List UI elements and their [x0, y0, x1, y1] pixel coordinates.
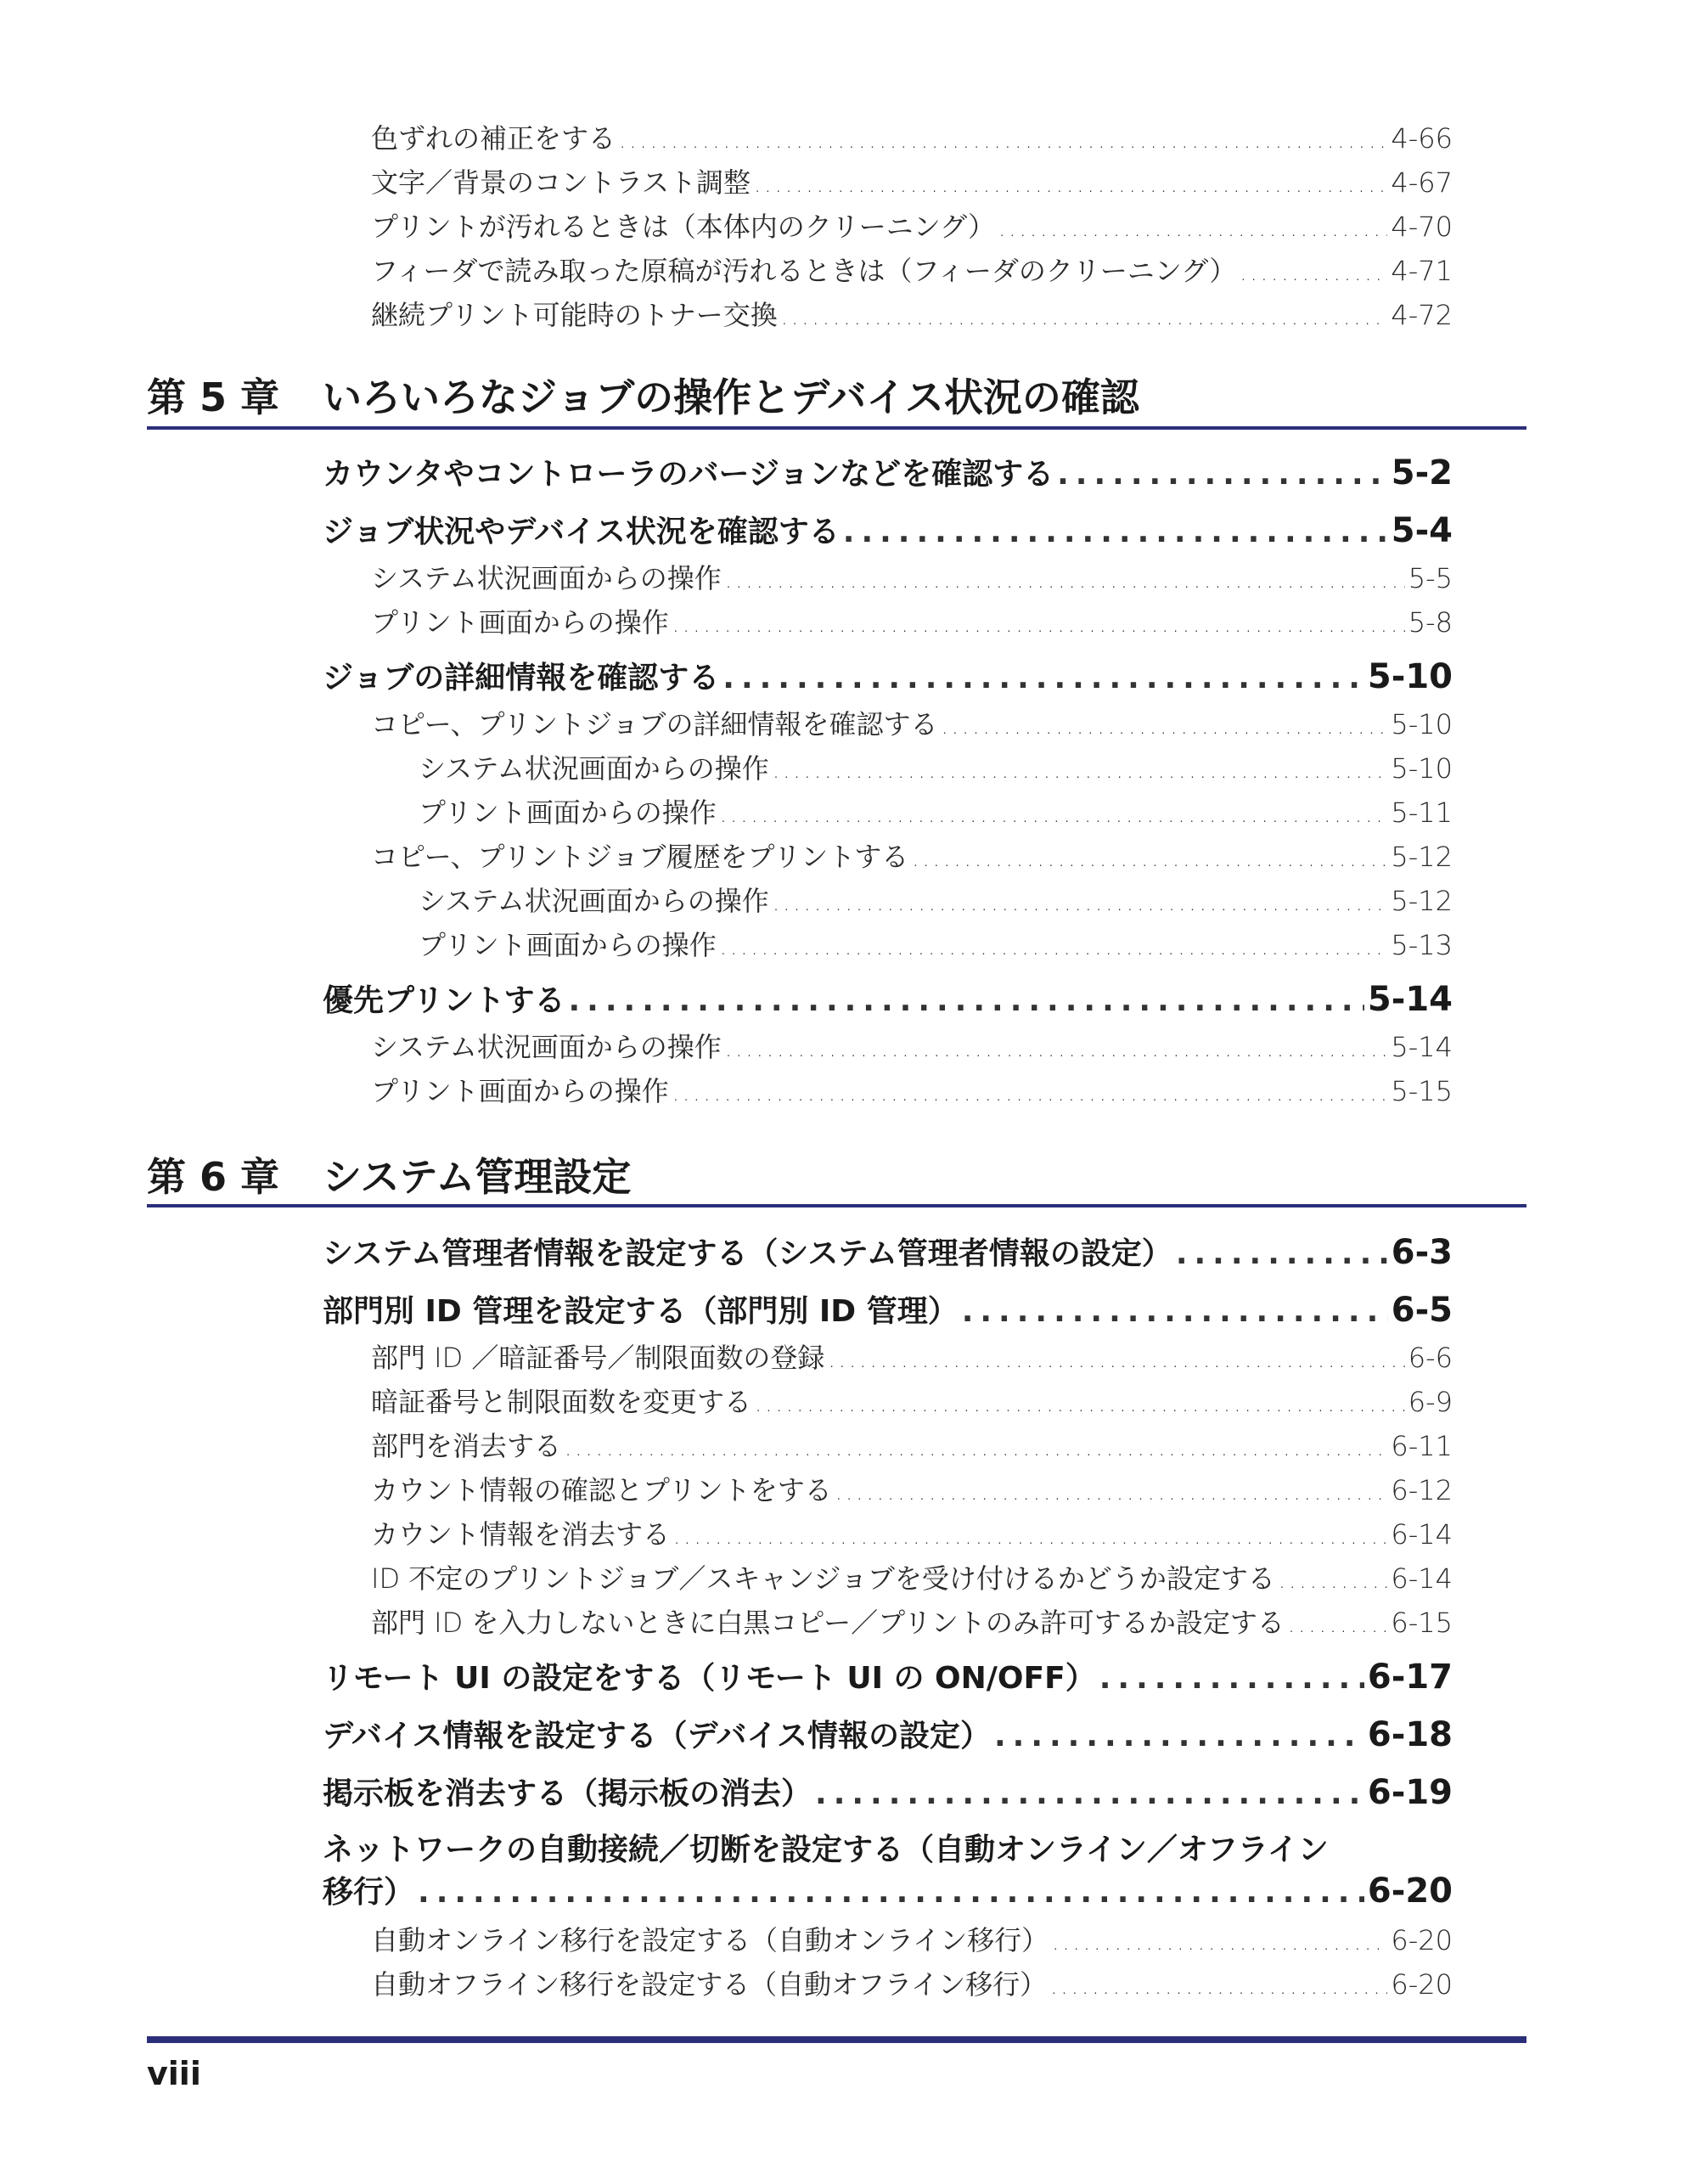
- toc-entry-page: 6-11: [1391, 1430, 1453, 1462]
- toc-entry[interactable]: [323, 654, 1453, 697]
- toc-entry[interactable]: [371, 836, 1453, 875]
- toc-entry-page: 5-15: [1391, 1075, 1453, 1107]
- leader-dots: [754, 172, 1387, 198]
- toc-entry-title: カウンタやコントローラのバージョンなどを確認する: [323, 457, 1054, 492]
- toc-entry-title: 暗証番号と制限面数を変更する: [371, 1386, 752, 1418]
- toc-entry-page: 6-14: [1391, 1518, 1453, 1551]
- toc-entry[interactable]: [371, 205, 1453, 245]
- leader-dots: [1279, 1568, 1387, 1594]
- toc-entry-title: システム管理者情報を設定する（システム管理者情報の設定）: [323, 1236, 1172, 1271]
- toc-entry[interactable]: [371, 1919, 1453, 1958]
- toc-entry[interactable]: [371, 601, 1453, 640]
- toc-entry[interactable]: [323, 1654, 1453, 1697]
- toc-entry-page: 4-72: [1391, 299, 1453, 331]
- chapter-rule: [147, 1204, 1527, 1207]
- leader-dots: [998, 217, 1387, 242]
- toc-entry-title: デバイス情報を設定する（デバイス情報の設定）: [323, 1719, 991, 1753]
- toc-entry[interactable]: [323, 450, 1453, 493]
- leader-dots: [619, 128, 1387, 154]
- leader-dots: [1240, 261, 1387, 286]
- toc-entry-page: 4-71: [1391, 255, 1453, 287]
- toc-entry-page: 6-9: [1408, 1386, 1453, 1418]
- leader-dots: [673, 1524, 1387, 1550]
- leader-dots: [1050, 1974, 1387, 2000]
- toc-entry-page: 4-70: [1391, 211, 1453, 243]
- toc-entry-page: 6-18: [1367, 1715, 1453, 1754]
- leader-dots: [568, 983, 1363, 1018]
- toc-entry[interactable]: [419, 747, 1453, 786]
- leader-dots: [1176, 1236, 1388, 1271]
- toc-entry-title: 移行）: [323, 1875, 415, 1910]
- toc-entry-page: 5-4: [1391, 511, 1453, 550]
- toc-entry-title: 優先プリントする: [323, 983, 565, 1018]
- toc-entry-title: プリント画面からの操作: [419, 796, 717, 829]
- leader-dots: [942, 714, 1388, 740]
- toc-entry-page: 5-12: [1391, 885, 1453, 917]
- toc-entry-title: コピー、プリントジョブ履歴をプリントする: [371, 841, 909, 873]
- toc-entry-title: リモート UI の設定をする（リモート UI の ON/OFF）: [323, 1661, 1096, 1696]
- leader-dots: [773, 758, 1388, 784]
- chapter-number: 第 5 章: [147, 374, 280, 420]
- toc-entry[interactable]: [371, 1601, 1453, 1641]
- toc-entry[interactable]: [371, 1963, 1453, 2002]
- toc-entry-wrapped-first-line[interactable]: ネットワークの自動接続／切断を設定する（自動オンライン／オフライン: [323, 1832, 1329, 1867]
- toc-entry-title: 部門を消去する: [371, 1430, 562, 1462]
- leader-dots: [722, 661, 1364, 695]
- toc-entry-title: コピー、プリントジョブの詳細情報を確認する: [371, 708, 938, 740]
- leader-dots: [962, 1294, 1388, 1329]
- chapter-heading[interactable]: [147, 1146, 631, 1202]
- leader-dots: [565, 1436, 1387, 1461]
- leader-dots: [720, 802, 1388, 828]
- toc-entry-title: 継続プリント可能時のトナー交換: [371, 299, 778, 331]
- toc-entry-page: 5-11: [1391, 796, 1453, 829]
- toc-entry-title: カウント情報の確認とプリントをする: [371, 1474, 832, 1506]
- toc-entry-page: 6-6: [1408, 1342, 1453, 1374]
- leader-dots: [672, 1081, 1388, 1106]
- leader-dots: [720, 935, 1388, 960]
- leader-dots: [418, 1875, 1364, 1910]
- toc-entry-title: システム状況画面からの操作: [419, 752, 769, 785]
- leader-dots: [912, 847, 1387, 872]
- toc-entry[interactable]: [371, 1337, 1453, 1376]
- toc-entry-title: ジョブ状況やデバイス状況を確認する: [323, 515, 840, 549]
- toc-entry[interactable]: [323, 1770, 1453, 1813]
- toc-entry-title: 文字／背景のコントラスト調整: [371, 166, 751, 199]
- toc-entry-page: 5-2: [1391, 453, 1453, 493]
- toc-entry[interactable]: [323, 977, 1453, 1020]
- leader-dots: [835, 1480, 1388, 1506]
- chapter-title: システム管理設定: [323, 1154, 632, 1200]
- toc-entry-title: システム状況画面からの操作: [419, 885, 769, 917]
- toc-entry-page: 5-10: [1391, 708, 1453, 740]
- toc-entry-page: 6-20: [1391, 1968, 1453, 2001]
- toc-entry-title: プリント画面からの操作: [419, 929, 717, 961]
- leader-dots: [828, 1348, 1404, 1373]
- toc-entry-title: 部門別 ID 管理を設定する（部門別 ID 管理）: [323, 1294, 959, 1329]
- leader-dots: [994, 1719, 1364, 1753]
- leader-dots: [1288, 1613, 1388, 1638]
- leader-dots: [773, 891, 1388, 916]
- toc-entry[interactable]: [323, 1712, 1453, 1755]
- toc-entry-page: 4-67: [1391, 166, 1453, 199]
- toc-entry[interactable]: [323, 1287, 1453, 1331]
- toc-entry-title: 色ずれの補正をする: [371, 122, 616, 155]
- leader-dots: [843, 515, 1388, 549]
- page-number: viii: [147, 2055, 201, 2092]
- leader-dots: [1057, 457, 1388, 492]
- toc-entry-page: 5-10: [1367, 657, 1453, 696]
- toc-entry[interactable]: [371, 557, 1453, 596]
- toc-entry[interactable]: [419, 791, 1453, 830]
- leader-dots: [755, 1392, 1405, 1417]
- toc-entry-page: 6-12: [1391, 1474, 1453, 1506]
- leader-dots: [672, 612, 1405, 638]
- toc-entry-title: 部門 ID ／暗証番号／制限面数の登録: [371, 1342, 825, 1374]
- toc-entry[interactable]: [371, 161, 1453, 200]
- toc-entry-title: 自動オンライン移行を設定する（自動オンライン移行）: [371, 1924, 1049, 1956]
- toc-entry[interactable]: [371, 703, 1453, 742]
- toc-entry[interactable]: [371, 1026, 1453, 1065]
- toc-entry[interactable]: [419, 924, 1453, 963]
- toc-entry-page: 5-12: [1391, 841, 1453, 873]
- toc-entry-title: プリント画面からの操作: [371, 606, 669, 639]
- toc-entry-page: 6-17: [1367, 1658, 1453, 1697]
- leader-dots: [1099, 1661, 1364, 1696]
- toc-entry-title: 自動オフライン移行を設定する（自動オフライン移行）: [371, 1968, 1048, 2001]
- leader-dots: [725, 568, 1405, 594]
- toc-entry[interactable]: [419, 880, 1453, 919]
- toc-entry[interactable]: [371, 1469, 1453, 1508]
- toc-entry-title: カウント情報を消去する: [371, 1518, 671, 1551]
- toc-entry[interactable]: [371, 1070, 1453, 1109]
- toc-entry-title: プリントが汚れるときは（本体内のクリーニング）: [371, 211, 996, 243]
- toc-entry-page: 6-20: [1367, 1872, 1453, 1911]
- toc-entry[interactable]: [323, 1868, 1453, 1911]
- toc-entry-page: 6-19: [1367, 1773, 1453, 1812]
- toc-entry[interactable]: [371, 250, 1453, 289]
- toc-entry-page: 5-14: [1391, 1031, 1453, 1063]
- leader-dots: [781, 305, 1388, 330]
- toc-entry-title: 掲示板を消去する（掲示板の消去）: [323, 1776, 812, 1811]
- toc-entry[interactable]: [371, 1425, 1453, 1464]
- leader-dots: [815, 1776, 1364, 1811]
- toc-entry[interactable]: [371, 1381, 1453, 1420]
- toc-entry-page: 5-8: [1408, 606, 1453, 639]
- toc-entry-title: ID 不定のプリントジョブ／スキャンジョブを受け付けるかどうか設定する: [371, 1562, 1275, 1595]
- toc-entry-page: 6-14: [1391, 1562, 1453, 1595]
- toc-entry-page: 5-5: [1408, 562, 1453, 594]
- toc-entry-page: 6-15: [1391, 1607, 1453, 1639]
- leader-dots: [725, 1037, 1388, 1062]
- toc-entry[interactable]: [323, 508, 1453, 551]
- toc-entry-title: システム状況画面からの操作: [371, 562, 722, 594]
- toc-entry-page: 4-66: [1391, 122, 1453, 155]
- toc-entry-title: 部門 ID を入力しないときに白黒コピー／プリントのみ許可するか設定する: [371, 1607, 1285, 1639]
- toc-entry-title: ジョブの詳細情報を確認する: [323, 661, 720, 695]
- chapter-number: 第 6 章: [147, 1154, 280, 1200]
- toc-entry-page: 6-3: [1391, 1233, 1453, 1272]
- toc-entry[interactable]: [371, 1513, 1453, 1552]
- toc-entry-title: フィーダで読み取った原稿が汚れるときは（フィーダのクリーニング）: [371, 255, 1237, 287]
- toc-entry-page: 6-5: [1391, 1291, 1453, 1330]
- chapter-title: いろいろなジョブの操作とデバイス状況の確認: [323, 374, 1139, 420]
- toc-entry[interactable]: [371, 117, 1453, 156]
- footer-rule: [147, 2036, 1527, 2043]
- chapter-rule: [147, 426, 1527, 430]
- leader-dots: [1052, 1930, 1387, 1956]
- toc-entry-title: システム状況画面からの操作: [371, 1031, 722, 1063]
- toc-entry-page: 5-14: [1367, 980, 1453, 1019]
- chapter-heading[interactable]: [147, 367, 1139, 423]
- toc-entry-page: 5-10: [1391, 752, 1453, 785]
- toc-entry-title: プリント画面からの操作: [371, 1075, 669, 1107]
- toc-entry-page: 5-13: [1391, 929, 1453, 961]
- toc-entry[interactable]: [371, 1557, 1453, 1596]
- toc-entry-page: 6-20: [1391, 1924, 1453, 1956]
- toc-entry[interactable]: [323, 1230, 1453, 1273]
- toc-entry[interactable]: [371, 294, 1453, 333]
